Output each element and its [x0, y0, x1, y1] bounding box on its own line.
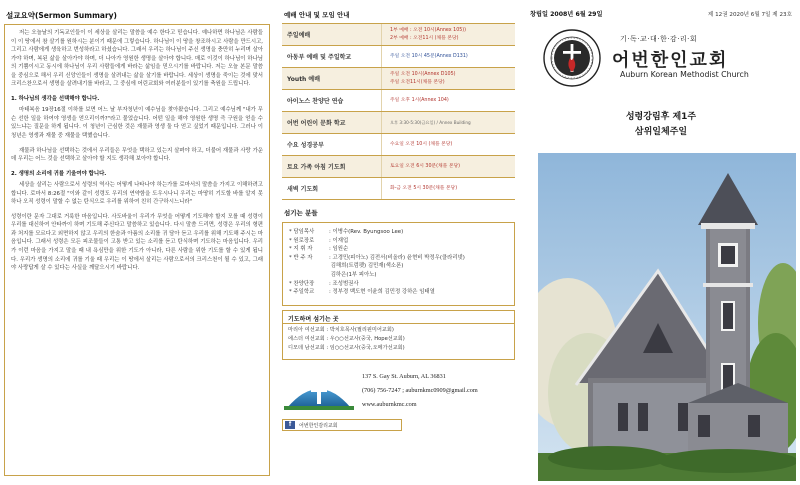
worship-time-line: 수요일 오전 10시 (채플 본당): [390, 141, 453, 147]
worship-row: [282, 24, 515, 46]
worship-time: [382, 24, 515, 45]
info-column: [282, 10, 522, 480]
worship-name: 어번 어린이 문화 학교: [282, 112, 382, 133]
church-seal-icon: [542, 28, 602, 88]
staff-line: * 주일학교 : 정부경 백도현 이윤희 김민정 강하은 임태열: [289, 289, 435, 296]
church-name-english: Auburn Korean Methodist Church: [620, 70, 749, 79]
facebook-link[interactable]: [282, 419, 402, 431]
worship-row: [282, 134, 515, 156]
worship-time-line: 주일 오전 10시(Annex D105): [390, 71, 456, 77]
worship-row: [282, 112, 515, 134]
staff-line: * 찬양단장 : 조성범권사: [289, 280, 359, 287]
sermon-point-2-text: 세상을 살리는 사람으로서 성령의 역사는 어떻게 나타나야 하는가를 로마서의 말씀을 가지고 이해하려고 합니다. 로마서 8:26절 "이와 같이 성령도 우리의 연약함을 도우시나니 우리는 마땅히 기도할 바를 알지 못하나 오직 성령이 말할 수 없는 탄식으로 우리를 위하여 친히 간구하시느니라": [11, 182, 263, 206]
church-website[interactable]: www.auburnkmc.com: [362, 401, 417, 408]
church-address: 137 S. Gay St. Auburn, AL 36831: [362, 373, 446, 380]
worship-time: [382, 68, 515, 89]
worship-time-line: 1부 예배 : 오전 10시(Annex 105)): [390, 27, 467, 33]
occasion-week: 성령강림후 제1주: [625, 112, 697, 122]
sermon-column: [4, 10, 270, 478]
cover-meta: [530, 10, 792, 20]
worship-row: [282, 68, 515, 90]
facebook-icon: f: [285, 421, 295, 429]
worship-name: Youth 예배: [282, 68, 382, 89]
worship-time-line: 주일 오전11시(채플 본당): [390, 79, 445, 85]
worship-time: [382, 90, 515, 111]
sermon-point-1-text: 마태복음 19장16절 이하를 보면 어느 날 부자청년이 예수님을 찾아왔습니다. 그리고 예수님께 "내가 무슨 선한 일을 하여야 영생을 얻으리이까?"라고 물었습니다. 어떤 일을 해야 영원한 생명 즉 구원을 얻을 수 있느냐는 질문을 하게 됩니다. 이 청년이 근심한 것은 재물과 영생 둘 다 얻고 싶었기 때문입니다. 그러나 이 청년은 영생과 재물 중 재물을 택했습니다.: [11, 107, 263, 140]
contact-section: [282, 364, 522, 434]
occasion: [530, 110, 792, 140]
sermon-point-2-heading: 2. 생명의 소리에 귀를 기울여야 합니다.: [11, 170, 107, 177]
occasion-sunday: 삼위일체주일: [634, 127, 688, 137]
church-denomination: 기·독·교·대·한·감·리·회: [620, 35, 698, 43]
worship-name: 수요 성경공부: [282, 134, 382, 155]
worship-time: [382, 156, 515, 177]
staff-line: 김하은(1부 피아노): [329, 271, 377, 278]
sermon-point-1-heading: 1. 하나님의 생각을 선택해야 합니다.: [11, 95, 100, 102]
church-dome-logo-icon: [284, 376, 354, 410]
sermon-point-2-text-2: 성령이란 문자 그대로 거룩한 마음입니다. 사도바울이 우리가 무엇을 어떻게 기도해야 할지 모를 때 성령이 우리를 대신하여 안타까이 하며 기도해 주신다고 말씀하고 있습니다. 다시 말씀 드리면, 성령은 우리의 형편과 처지를 모르다고 외면하지 않고 우리의 한숨과 아픔의 소리를 귀 담아 듣고 우리를 위해 기도해 주시는 마음입니다. 그래서 성령은 모든 피조물들이 고통 받고 있는 소리를 듣고 탄식하며 기도하는 마음입니다. 우리가 이런 마음을 가지고 말을 때 내 욕심만을 위한 기도가 아니라, 다른 사람을 위한 기도를 할 수 있게 됩니다. 우리가 생명의 소리에 귀를 기울 때 우리는 이 땅에서 살리는 사람으로서의 크리스천이 될 수 있고, 그래야 사랑답게 살 수 있다는 사실을 깨달으시기 바랍니다.: [11, 213, 263, 272]
worship-name: 토요 가족 아침 기도회: [282, 156, 382, 177]
worship-schedule-table: [282, 23, 515, 200]
worship-row: [282, 178, 515, 200]
facebook-page-name: 어번한인감리교회: [299, 422, 338, 429]
worship-time: [382, 134, 515, 155]
worship-time: [382, 178, 515, 199]
worship-row: [282, 90, 515, 112]
worship-time-line: 2부 예배 : 오전11시 (채플 본당): [390, 35, 459, 41]
mission-line: 디모데 남선교회 : 임○○선교사(중국,오메가선교회): [288, 345, 405, 351]
staff-line: * 담임목사 : 이병수(Rev. Byungsoo Lee): [289, 229, 404, 235]
sermon-intro: 저는 오늘날의 기독교인들이 이 세상을 살리는 말씀을 예수 한다고 믿습니다. 예나하면 하나님은 사람들이 이 땅에서 참 살기를 원하시는 분이기 때문에 그렇습니다. 하나님이 이 땅을 창조하시고 사람을 만드시고, 그리고 사람에게 생육하고 번성하라고 하셨습니다. 그래서 우리는 하나님이 주신 생명을 충만히 누리며 살아가야 하며, 복된 삶을 살아가야 하며, 더 나아가 영원한 생명을 살아야 합니다. 매로 이것이 하나님이 하나님의 기쁨이시고 동시에 하나님이 우리 사람들에게 바라는 삶임을 믿으시기를 바랍니다. 저는 오늘 본문 말씀을 중심으로 해서 우리 신앙인들이 생명을 살려내는 삶을 살기를 바랍니다. 세상이 생명을 죽이는 것에 맞서 크리스찬으로서 생명을 살려내기를 바라고, 그 중심에 어린교회와 여러분들이 있기를 축원을 드립니다.: [11, 30, 263, 88]
issue-info: 제 12권 2020년 6월 7일 제 23호: [707, 12, 792, 18]
worship-name: 주일예배: [282, 24, 382, 45]
worship-time-line: 주일 오전 10시 45분(Annex D131): [390, 53, 468, 59]
established-date: 창립일 2008년 6월 29일: [530, 11, 603, 18]
worship-time-line: 토요일 오전 6시 30분(채플 본당): [390, 163, 460, 169]
missions-box: [282, 310, 515, 360]
church-name-korean: 어번한인교회: [612, 50, 729, 71]
mission-line: 에스더 여선교회 : 우○○선교사(중국, Hope선교회): [288, 336, 405, 342]
sermon-title: 설교요약(Sermon Summary): [6, 11, 117, 20]
worship-time: [382, 112, 515, 133]
worship-time-line: 오후 3:30-5:30(금요일) / Annex Building: [390, 119, 471, 125]
worship-schedule-title: 예배 안내 및 모임 안내: [284, 11, 350, 19]
cover-column: [530, 10, 792, 480]
worship-name: 아이노스 찬양단 연습: [282, 90, 382, 111]
worship-time: [382, 46, 515, 67]
worship-row: [282, 46, 515, 68]
worship-time-line: 화-금 오전 5시 30분(채플 본당): [390, 185, 458, 191]
worship-time-line: 주일 오후 1시(Annex 104): [390, 97, 449, 103]
staff-line: 김해희(트럼펫) 김민재(색소폰): [329, 263, 404, 270]
church-phone-email: (706) 756-7247 ; auburnkmc0909@gmail.com: [362, 387, 478, 394]
sermon-summary-box: [4, 24, 270, 476]
staff-line: * 반 주 자 : 고경민(피아노) 김전서(비올라) 윤현비 박정우(클라리넷): [289, 254, 465, 261]
staff-line: * 원로장로 : 이재업: [289, 237, 349, 244]
sermon-point-1-text-2: 재물과 하나님을 선택하는 것에서 우리들은 무엇을 택하고 있는지 살펴야 하고, 더불어 재물과 사랑 가운데 우리는 어느 것을 선택하고 살아야 할 지도 생각해 보아야 합니다.: [11, 147, 263, 163]
worship-row: [282, 156, 515, 178]
missions-title: 기도하며 섬기는 곳: [283, 311, 514, 324]
mission-line: 마리아 여선교회 : 박치호목사(필리핀미어교회): [288, 327, 394, 333]
worship-name: 새벽 기도회: [282, 178, 382, 199]
church-header: [530, 26, 792, 98]
church-building-photo: [538, 153, 796, 481]
worship-name: 아동부 예배 및 주일학교: [282, 46, 382, 67]
staff-title: 섬기는 분들: [284, 209, 318, 217]
staff-box: [282, 222, 515, 306]
staff-line: * 지 휘 자 : 임원순: [289, 246, 349, 253]
